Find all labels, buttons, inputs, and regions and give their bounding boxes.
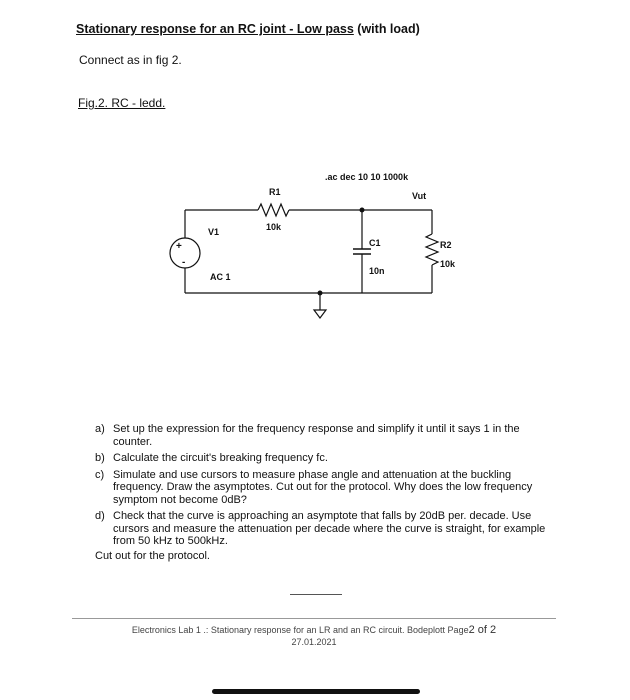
question-text: Calculate the circuit's breaking frequency fc. (113, 452, 328, 464)
c1-label: C1 (369, 238, 381, 248)
plus-sign: + (176, 241, 182, 252)
ground-symbol (314, 310, 326, 318)
question-label: d) (95, 510, 105, 522)
r2-label: R2 (440, 240, 452, 250)
footer-divider (72, 618, 556, 619)
r1-label: R1 (269, 187, 281, 197)
r2-value: 10k (440, 259, 456, 269)
question-item (95, 423, 555, 448)
question-item (95, 510, 555, 548)
footer-date: 27.01.2021 (291, 637, 337, 647)
footer-line (72, 624, 556, 636)
instruction-text: Connect as in fig 2. (79, 53, 182, 67)
vut-label: Vut (412, 191, 427, 201)
v1-ac-label: AC 1 (210, 272, 231, 282)
question-label: b) (95, 452, 105, 464)
question-item (95, 452, 555, 465)
resistor-r1-symbol (258, 204, 289, 216)
ac-directive: .ac dec 10 10 1000k (325, 172, 409, 182)
footer-text: Electronics Lab 1 .: Stationary response for an LR and an RC circuit. Bodeplott Page (131, 625, 469, 635)
c1-value: 10n (369, 266, 385, 276)
question-label: c) (95, 468, 105, 481)
title-underlined: Stationary response for an RC joint - Low pass (76, 22, 354, 36)
circuit-diagram (150, 160, 480, 335)
page-title (76, 22, 420, 36)
cutout-note: Cut out for the protocol. (95, 549, 210, 562)
r1-value: 10k (266, 222, 282, 232)
question-list (95, 423, 555, 562)
figure-label: Fig.2. RC - ledd. (78, 96, 166, 110)
question-label: a) (95, 423, 105, 435)
v1-label: V1 (208, 227, 220, 237)
home-indicator[interactable] (212, 689, 420, 694)
node-dot (360, 208, 365, 213)
question-text: Check that the curve is approaching an asymptote that falls by 20dB per. decade. Use cursors and measure the attenuation per decade where the curve is straight, for example from 50 kHz to 500kHz. (113, 510, 546, 547)
question-text: Set up the expression for the frequency response and simplify it until it says 1 in the counter. (113, 423, 520, 448)
footer-page-number: 2 of 2 (468, 624, 497, 636)
divider (290, 594, 342, 595)
page-footer (72, 624, 556, 648)
question-item (95, 469, 555, 507)
title-suffix: (with load) (353, 22, 420, 36)
node-dot (318, 291, 323, 296)
minus-sign: - (182, 257, 186, 268)
question-text: Simulate and use cursors to measure phase angle and attenuation at the buckling frequency. Draw the asymptotes. Cut out for the protocol. Why does the low frequency symptom not become 0dB? (113, 468, 533, 506)
resistor-r2-symbol (426, 234, 438, 265)
